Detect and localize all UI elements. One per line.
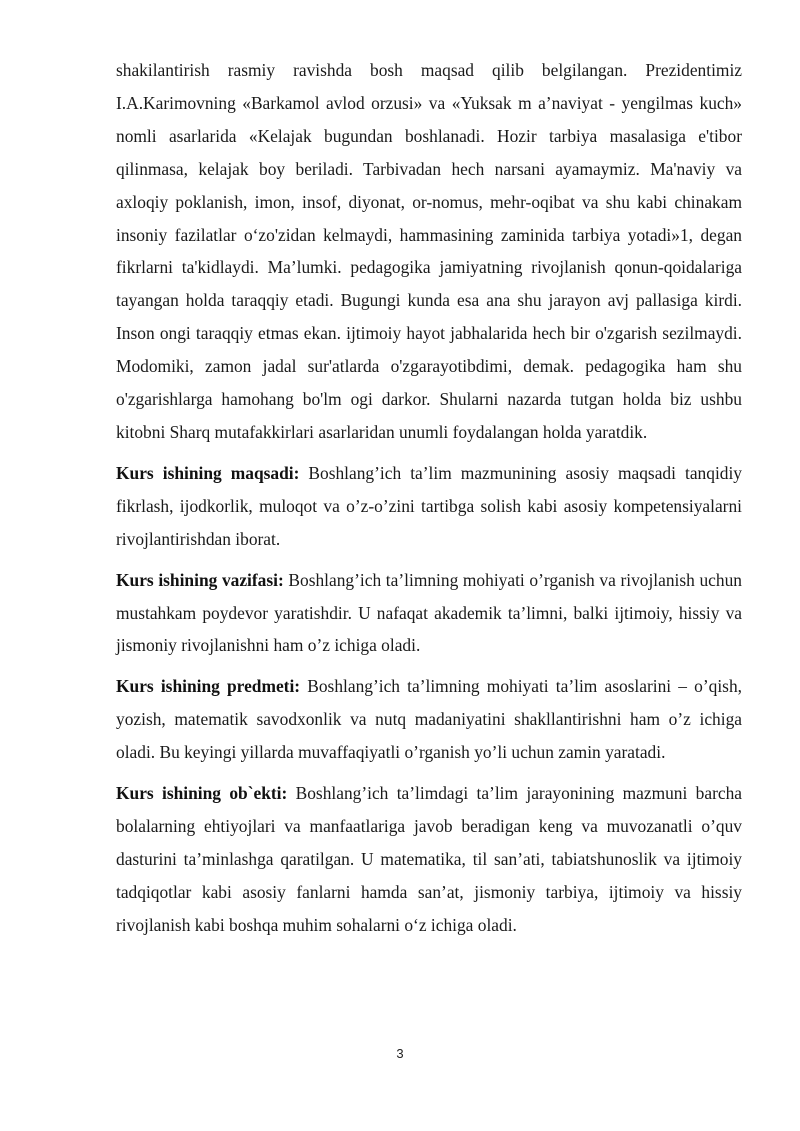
task-paragraph <box>116 564 742 663</box>
task-text: Boshlang’ich ta’limning mohiyati o’rganish va rivojlanish uchun mustahkam poydevor yaratishdir. U nafaqat akademik ta’limni, balki ijtimoiy, hissiy va jismoniy rivojlanishni ham o’z ichiga oladi. <box>116 569 742 656</box>
goal-text: Boshlang’ich ta’lim mazmunining asosiy maqsadi tanqidiy fikrlash, ijodkorlik, muloqot va o’z-o’zini tartibga solish kabi asosiy kompetensiyalarni rivojlantirishdan iborat. <box>116 462 742 549</box>
object-text: Boshlang’ich ta’limdagi ta’lim jarayonining mazmuni barcha bolalarning ehtiyojlari va manfaatlariga javob beradigan keng va muvozanatli o’quv dasturini ta’minlashga qaratilgan. U matematika, til san’ati, tabiatshunoslik va ijtimoiy tadqiqotlar kabi asosiy fanlarni hamda san’at, jismoniy tarbiya, ijtimoiy va hissiy rivojlanish kabi boshqa muhim sohalarni o‘z ichiga oladi. <box>116 783 742 935</box>
page-content <box>116 54 742 942</box>
page-number: 3 <box>396 1046 404 1061</box>
object-paragraph <box>116 777 742 942</box>
object-label: Kurs ishining ob`ekti: <box>116 783 288 804</box>
subject-label: Kurs ishining predmeti: <box>116 676 301 697</box>
subject-text: Boshlang’ich ta’limning mohiyati ta’lim asoslarini – o’qish, yozish, matematik savodxonlik va nutq madaniyatini shakllantirishni ham o’z ichiga oladi. Bu keyingi yillarda muvaffaqiyatli o’rganish yo’li uchun zamin yaratadi. <box>116 676 742 763</box>
goal-paragraph <box>116 457 742 556</box>
task-label: Kurs ishining vazifasi: <box>116 569 284 590</box>
intro-paragraph: shakilantirish rasmiy ravishda bosh maqsad qilib belgilangan. Prezidentimiz I.A.Karimovning «Barkamol avlod orzusi» va «Yuksak m a’naviyat - yengilmas kuch» nomli asarlarida «Kelajak bugundan boshlanadi. Hozir tarbiya masalasiga e'tibor qilinmasa, kelajak boy beriladi. Tarbivadan hech narsani ayamaymiz. Ma'naviy va axloqiy poklanish, imon, insof, diyonat, or-nomus, mehr-oqibat va shu kabi chinakam insoniy fazilatlar o‘zo'zidan kelmaydi, hammasining zaminida tarbiya yotadi»1, degan fikrlarni ta'kidlaydi. Ma’lumki. pedagogika jamiyatning rivojlanish qonun-qoidalariga tayangan holda taraqqiy etadi. Bugungi kunda esa ana shu jarayon avj pallasiga kirdi. Inson ongi taraqqiy etmas ekan. ijtimoiy hayot jabhalarida hech bir o'zgarish sezilmaydi. Modomiki, zamon jadal sur'atlarda o'zgarayotibdimi, demak. pedagogika ham shu o'zgarishlarga hamohang bo'lm ogi darkor. Shularni nazarda tutgan holda biz ushbu kitobni Sharq mutafakkirlari asarlaridan unumli foydalangan holda yaratdik. <box>116 60 742 442</box>
goal-label: Kurs ishining maqsadi: <box>116 462 300 483</box>
subject-paragraph <box>116 670 742 769</box>
